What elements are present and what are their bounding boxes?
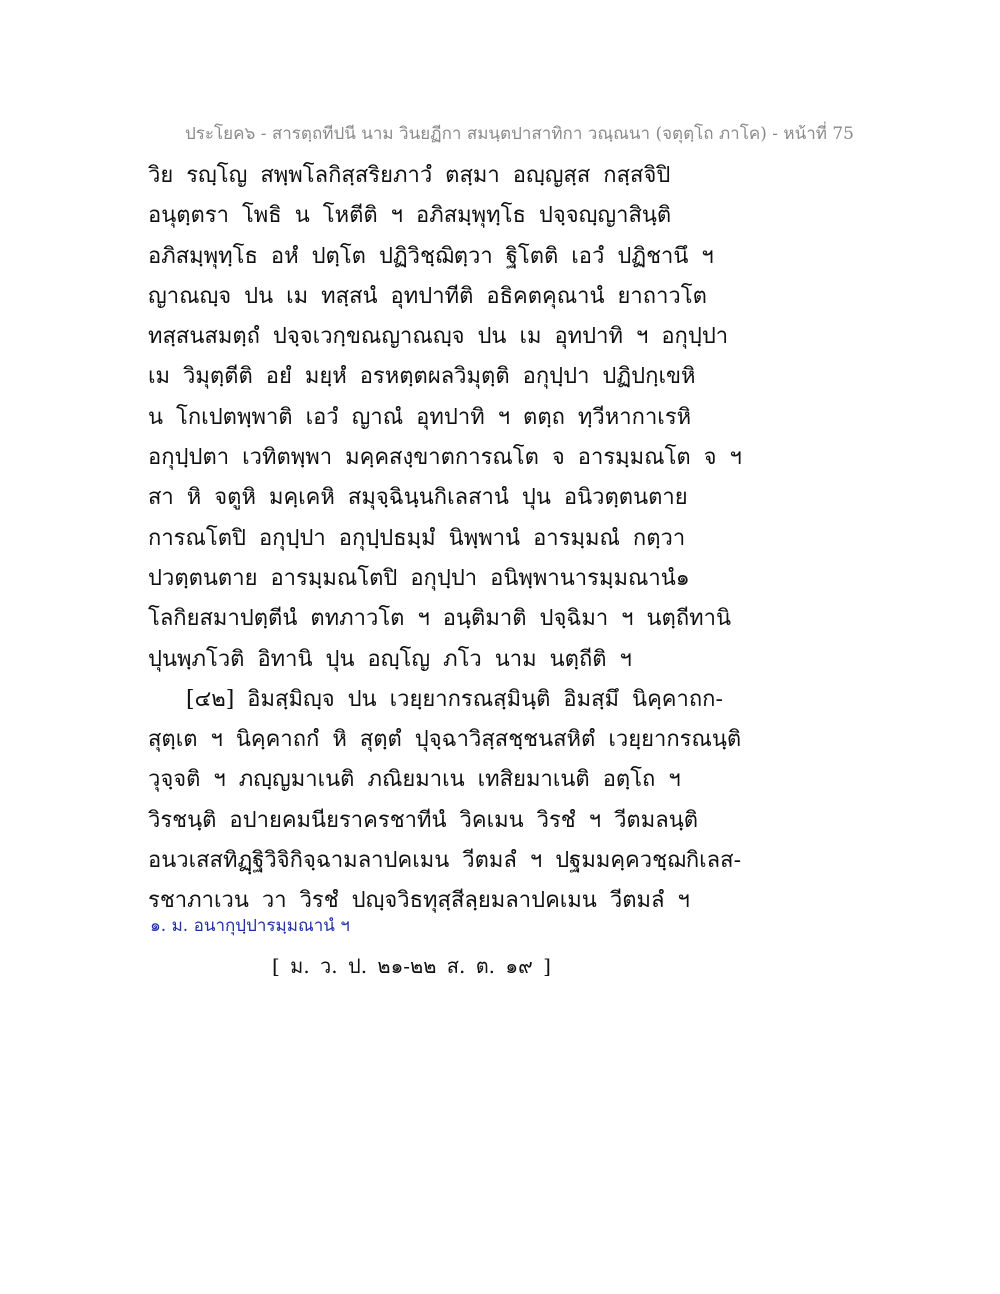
text-line: วิย รญฺโญ สพฺพโลกิสฺสริยภาวํ ตสฺมา อญฺญสฺส กสฺสจิปิ	[148, 163, 671, 188]
body-text	[148, 156, 742, 922]
text-line: วุจฺจติ ฯ ภญฺญมาเนติ ภณิยมาเน เทสิยมาเนติ อตฺโถ ฯ	[148, 767, 681, 793]
text-line: โลกิยสมาปตฺตีนํ ตทภาวโต ฯ อนฺติมาติ ปจฺฉิมา ฯ นตฺถีทานิ	[148, 606, 732, 632]
text-line: การณโตปิ อกุปฺปา อกุปฺปธมฺมํ นิพฺพานํ อารมฺมณํ กตฺวา	[148, 525, 686, 551]
text-line: อภิสมฺพุทฺโธ อหํ ปตฺโต ปฏิวิชฺฌิตฺวา ฐิโตติ เอวํ ปฏิชานึ ฯ	[148, 243, 714, 269]
text-line: น โกเปตพฺพาติ เอวํ ญาณํ อุทปาทิ ฯ ตตฺถ ทฺวีหากาเรหิ	[148, 404, 692, 430]
text-line: เม วิมุตฺตีติ อยํ มยฺหํ อรหตฺตผลวิมุตฺติ อกุปฺปา ปฏิปกฺเขหิ	[148, 364, 696, 390]
paragraph-start-line: [๔๒] อิมสฺมิญฺจ ปน เวยฺยากรณสฺมินฺติ อิมสฺมึ นิคฺคาถก-	[186, 686, 723, 712]
text-line: ปุนพฺภโวติ อิทานิ ปุน อญฺโญ ภโว นาม นตฺถีติ ฯ	[148, 646, 632, 672]
text-line: วิรชนฺติ อปายคมนียราครชาทีนํ วิคเมน วิรชํ ฯ วีตมลนฺติ	[148, 807, 699, 833]
text-line: อกุปฺปตา เวทิตพฺพา มคฺคสงฺขาตการณโต จ อารมฺมณโต จ ฯ	[148, 445, 742, 471]
page-reference: [ ม. ว. ป. ๒๑-๒๒ ส. ต. ๑๙ ]	[272, 954, 551, 978]
text-line: ปวตฺตนตาย อารมฺมณโตปิ อกุปฺปา อนิพฺพานารมฺมณานํ๑	[148, 565, 690, 591]
text-line: ญาณญฺจ ปน เม ทสฺสนํ อุทปาทีติ อธิคตคุณานํ ยาถาวโต	[148, 283, 707, 309]
text-line: รชาภาเวน วา วิรชํ ปญฺจวิธทุสฺสีลฺยมลาปคเมน วีตมลํ ฯ	[148, 888, 690, 914]
running-header: ประโยค๖ - สารตฺถทีปนี นาม วินยฏีกา สมนฺตปาสาทิกา วณฺณนา (จตุตฺโถ ภาโค) - หน้าที่ 75	[185, 124, 854, 144]
text-line: อนุตฺตรา โพธิ น โหตีติ ฯ อภิสมฺพุทฺโธ ปจฺจญฺญาสินฺติ	[148, 203, 672, 229]
footnote: ๑. ม. อนากุปฺปารมฺมณานํ ฯ	[150, 916, 350, 936]
text-line: ทสฺสนสมตฺถํ ปจฺจเวกฺขณญาณญฺจ ปน เม อุทปาทิ ฯ อกุปฺปา	[148, 324, 729, 350]
text-line: สา หิ จตูหิ มคฺเคหิ สมุจฺฉินฺนกิเลสานํ ปุน อนิวตฺตนตาย	[148, 485, 688, 511]
text-line: สุตฺเต ฯ นิคฺคาถกํ หิ สุตฺตํ ปุจฺฉาวิสฺสชฺชนสหิตํ เวยฺยากรณนฺติ	[148, 727, 742, 753]
text-line: อนวเสสทิฏฺฐิวิจิกิจฺฉามลาปคเมน วีตมลํ ฯ ปฐมมคฺควชฺฌกิเลส-	[148, 848, 742, 874]
